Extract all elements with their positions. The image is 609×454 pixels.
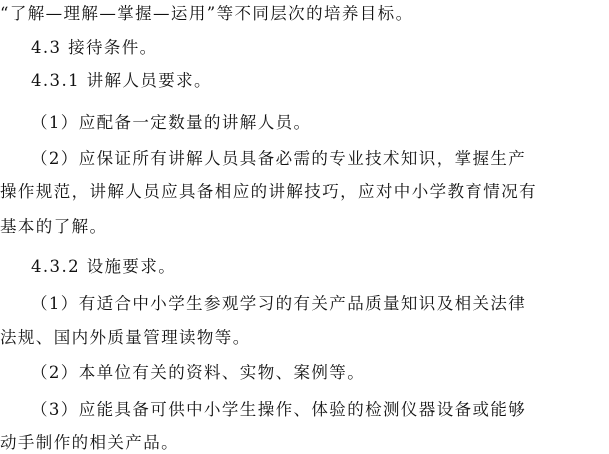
paragraph-line: 基本的了解。 — [0, 217, 108, 236]
list-item: （2）应保证所有讲解人员具备必需的专业技术知识，掌握生产 — [31, 149, 527, 168]
list-item: （3）应能具备可供中小学生操作、体验的检测仪器设备或能够 — [31, 400, 527, 419]
paragraph-line: 法规、国内外质量管理读物等。 — [0, 328, 251, 347]
section-heading: 4.3 接待条件。 — [31, 38, 158, 57]
paragraph-line: 操作规范，讲解人员应具备相应的讲解技巧，应对中小学教育情况有 — [0, 182, 537, 201]
paragraph-line: 动手制作的相关产品。 — [0, 433, 179, 452]
paragraph-line: “了解—理解—掌握—运用”等不同层次的培养目标。 — [0, 4, 414, 23]
subsection-heading: 4.3.1 讲解人员要求。 — [31, 71, 212, 90]
list-item: （2）本单位有关的资料、实物、案例等。 — [31, 363, 366, 382]
list-item: （1）有适合中小学生参观学习的有关产品质量知识及相关法律 — [31, 294, 527, 313]
list-item: （1）应配备一定数量的讲解人员。 — [31, 113, 312, 132]
subsection-heading: 4.3.2 设施要求。 — [31, 257, 177, 276]
